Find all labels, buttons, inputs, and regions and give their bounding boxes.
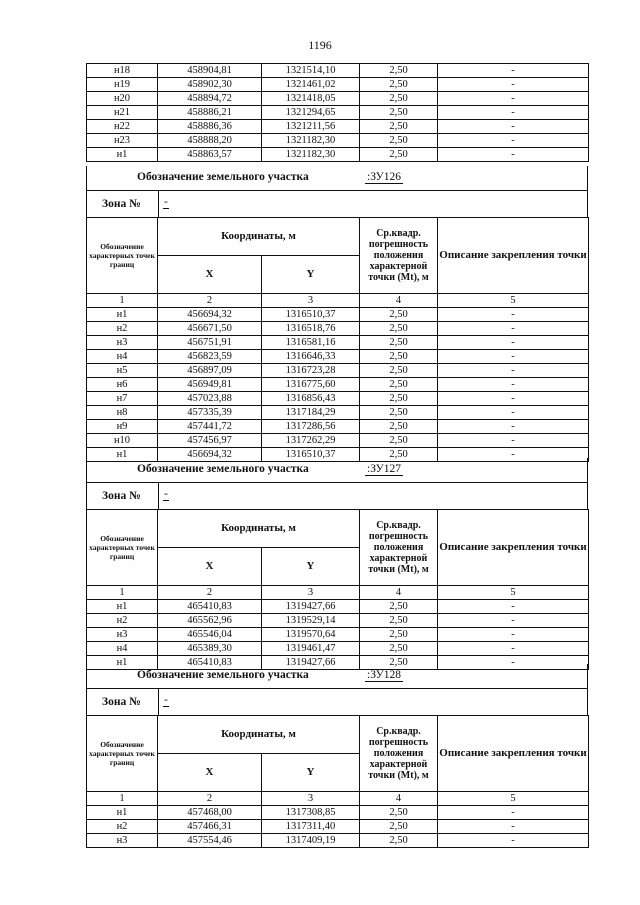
- header-error: Ср.квадр. погрешность положения характерной точки (Mt), м: [360, 510, 438, 586]
- table-cell: н7: [87, 392, 158, 406]
- table-row: [87, 78, 589, 92]
- table-row: [87, 600, 589, 614]
- plot-designation-row: [86, 664, 588, 689]
- table-cell: 457466,31: [158, 820, 262, 834]
- zone-label: Зона №: [102, 490, 141, 502]
- table-cell: 456671,50: [158, 322, 262, 336]
- table-row: [87, 434, 589, 448]
- plot-id: :ЗУ128: [367, 669, 402, 681]
- table-cell: 458904,81: [158, 64, 262, 78]
- header-designation: Обозначение характерных точек границ: [87, 716, 158, 792]
- header-coords: Координаты, м: [158, 510, 360, 548]
- table-row: [87, 308, 589, 322]
- table-cell: 458894,72: [158, 92, 262, 106]
- table-cell: 1319427,66: [262, 600, 360, 614]
- table-cell: 2,50: [360, 628, 438, 642]
- column-numbers-row: [87, 294, 589, 308]
- table-cell: -: [438, 148, 589, 162]
- table-cell: н2: [87, 614, 158, 628]
- table-cell: н21: [87, 106, 158, 120]
- header-y: Y: [262, 256, 360, 294]
- table-cell: н4: [87, 350, 158, 364]
- table-cell: н4: [87, 642, 158, 656]
- table-cell: -: [438, 820, 589, 834]
- table-cell: 1319461,47: [262, 642, 360, 656]
- coords-table: [86, 509, 589, 670]
- table-cell: н2: [87, 322, 158, 336]
- table-cell: 1316856,43: [262, 392, 360, 406]
- plot-designation-row: [86, 166, 588, 191]
- table-cell: 2,50: [360, 420, 438, 434]
- table-cell: -: [438, 834, 589, 848]
- table-row: [87, 120, 589, 134]
- table-cell: н22: [87, 120, 158, 134]
- table-row: [87, 148, 589, 162]
- table-cell: 1316723,28: [262, 364, 360, 378]
- table-cell: н23: [87, 134, 158, 148]
- plot-designation-row: [86, 458, 588, 483]
- table-cell: 457335,39: [158, 406, 262, 420]
- table-cell: -: [438, 336, 589, 350]
- table-cell: 457468,00: [158, 806, 262, 820]
- table-cell: 1319529,14: [262, 614, 360, 628]
- table-cell: 457441,72: [158, 420, 262, 434]
- table-cell: 1316518,76: [262, 322, 360, 336]
- column-number: 4: [360, 792, 438, 806]
- table-cell: -: [438, 350, 589, 364]
- table-cell: 1319570,64: [262, 628, 360, 642]
- table-cell: 465546,04: [158, 628, 262, 642]
- column-number: 5: [438, 586, 589, 600]
- zone-row: [86, 689, 588, 715]
- coords-table: [86, 715, 589, 848]
- coords-table: [86, 63, 589, 162]
- table-cell: 458888,20: [158, 134, 262, 148]
- table-cell: н18: [87, 64, 158, 78]
- table-cell: 1319427,66: [262, 656, 360, 670]
- table-cell: -: [438, 448, 589, 462]
- table-cell: 2,50: [360, 392, 438, 406]
- table-cell: н1: [87, 308, 158, 322]
- table-cell: 456823,59: [158, 350, 262, 364]
- table-cell: 456694,32: [158, 448, 262, 462]
- table-cell: 457456,97: [158, 434, 262, 448]
- table-row: [87, 378, 589, 392]
- table-cell: н1: [87, 448, 158, 462]
- table-cell: 1321182,30: [262, 148, 360, 162]
- table-cell: 1316646,33: [262, 350, 360, 364]
- table-cell: 1317286,56: [262, 420, 360, 434]
- zone-value: -: [164, 488, 168, 500]
- table-cell: 2,50: [360, 78, 438, 92]
- table-row: [87, 628, 589, 642]
- column-number: 1: [87, 586, 158, 600]
- table-cell: -: [438, 600, 589, 614]
- table-cell: 2,50: [360, 106, 438, 120]
- table-row: [87, 642, 589, 656]
- table-cell: 2,50: [360, 336, 438, 350]
- zone-label: Зона №: [102, 198, 141, 210]
- table-cell: -: [438, 656, 589, 670]
- table-cell: 1321514,10: [262, 64, 360, 78]
- column-number: 2: [158, 586, 262, 600]
- coords-table: [86, 217, 589, 462]
- table-cell: 457554,46: [158, 834, 262, 848]
- table-row: [87, 336, 589, 350]
- table-row: [87, 364, 589, 378]
- table-cell: -: [438, 392, 589, 406]
- column-number: 5: [438, 792, 589, 806]
- header-x: X: [158, 754, 262, 792]
- table-cell: -: [438, 364, 589, 378]
- zone-value: -: [164, 196, 168, 208]
- table-cell: н19: [87, 78, 158, 92]
- table-row: [87, 92, 589, 106]
- table-cell: 2,50: [360, 308, 438, 322]
- table-cell: -: [438, 106, 589, 120]
- table-cell: 1317311,40: [262, 820, 360, 834]
- header-y: Y: [262, 548, 360, 586]
- table-cell: 1316510,37: [262, 308, 360, 322]
- table-cell: 2,50: [360, 834, 438, 848]
- page-number: 1196: [308, 38, 332, 52]
- plot-section: [86, 166, 588, 462]
- table-row: [87, 350, 589, 364]
- table-cell: н2: [87, 820, 158, 834]
- table-cell: 2,50: [360, 148, 438, 162]
- column-number: 4: [360, 586, 438, 600]
- table-cell: -: [438, 642, 589, 656]
- table-cell: 1321294,65: [262, 106, 360, 120]
- plot-section: [86, 458, 588, 670]
- table-cell: 2,50: [360, 820, 438, 834]
- table-row: [87, 614, 589, 628]
- table-cell: -: [438, 420, 589, 434]
- table-cell: 2,50: [360, 600, 438, 614]
- table-row: [87, 64, 589, 78]
- header-error: Ср.квадр. погрешность положения характерной точки (Mt), м: [360, 716, 438, 792]
- table-cell: 456897,09: [158, 364, 262, 378]
- table-cell: 1317409,19: [262, 834, 360, 848]
- table-cell: н5: [87, 364, 158, 378]
- table-cell: -: [438, 120, 589, 134]
- header-coords: Координаты, м: [158, 218, 360, 256]
- table-cell: 2,50: [360, 614, 438, 628]
- table-cell: 2,50: [360, 448, 438, 462]
- table-cell: 2,50: [360, 656, 438, 670]
- zone-value: -: [164, 694, 168, 706]
- table-cell: н8: [87, 406, 158, 420]
- table-cell: 465562,96: [158, 614, 262, 628]
- table-cell: н10: [87, 434, 158, 448]
- table-row: [87, 420, 589, 434]
- plot-label: Обозначение земельного участка: [137, 669, 309, 681]
- table-cell: 1321461,02: [262, 78, 360, 92]
- table-cell: н1: [87, 600, 158, 614]
- table-cell: 2,50: [360, 364, 438, 378]
- table-row: [87, 392, 589, 406]
- table-cell: 456751,91: [158, 336, 262, 350]
- table-cell: 2,50: [360, 642, 438, 656]
- table-cell: 1316510,37: [262, 448, 360, 462]
- table-cell: -: [438, 78, 589, 92]
- table-row: [87, 820, 589, 834]
- table-cell: -: [438, 308, 589, 322]
- column-number: 3: [262, 586, 360, 600]
- plot-id: :ЗУ127: [367, 463, 402, 475]
- table-row: [87, 806, 589, 820]
- table-row: [87, 406, 589, 420]
- column-number: 2: [158, 294, 262, 308]
- table-cell: 1317262,29: [262, 434, 360, 448]
- table-cell: н1: [87, 656, 158, 670]
- column-number: 3: [262, 792, 360, 806]
- table-row: [87, 106, 589, 120]
- table-cell: 1321211,56: [262, 120, 360, 134]
- table-cell: 465410,83: [158, 600, 262, 614]
- table-cell: -: [438, 92, 589, 106]
- table-cell: -: [438, 134, 589, 148]
- header-description: Описание закрепления точки: [438, 218, 589, 294]
- plot-label: Обозначение земельного участка: [137, 171, 309, 183]
- table-cell: -: [438, 614, 589, 628]
- table-cell: н1: [87, 806, 158, 820]
- table-cell: 1316775,60: [262, 378, 360, 392]
- table-cell: 1321418,05: [262, 92, 360, 106]
- table-cell: -: [438, 806, 589, 820]
- column-number: 2: [158, 792, 262, 806]
- table-cell: 2,50: [360, 120, 438, 134]
- table-cell: 1316581,16: [262, 336, 360, 350]
- zone-row: [86, 483, 588, 509]
- column-number: 3: [262, 294, 360, 308]
- header-x: X: [158, 256, 262, 294]
- table-cell: 2,50: [360, 64, 438, 78]
- zone-label: Зона №: [102, 696, 141, 708]
- table-cell: 2,50: [360, 92, 438, 106]
- column-number: 4: [360, 294, 438, 308]
- header-designation: Обозначение характерных точек границ: [87, 510, 158, 586]
- column-number: 1: [87, 294, 158, 308]
- table-cell: 456694,32: [158, 308, 262, 322]
- table-row: [87, 134, 589, 148]
- table-cell: 458902,30: [158, 78, 262, 92]
- header-coords: Координаты, м: [158, 716, 360, 754]
- table-cell: н9: [87, 420, 158, 434]
- table-cell: -: [438, 434, 589, 448]
- column-numbers-row: [87, 586, 589, 600]
- table-cell: н3: [87, 336, 158, 350]
- table-cell: н3: [87, 628, 158, 642]
- table-cell: 1321182,30: [262, 134, 360, 148]
- table-cell: 465389,30: [158, 642, 262, 656]
- table-cell: 2,50: [360, 434, 438, 448]
- table-cell: н20: [87, 92, 158, 106]
- table-cell: -: [438, 378, 589, 392]
- table-cell: н6: [87, 378, 158, 392]
- header-description: Описание закрепления точки: [438, 510, 589, 586]
- table-cell: 458886,21: [158, 106, 262, 120]
- table-cell: -: [438, 64, 589, 78]
- table-cell: -: [438, 406, 589, 420]
- header-y: Y: [262, 754, 360, 792]
- top-table-block: [86, 63, 588, 162]
- table-cell: н3: [87, 834, 158, 848]
- table-row: [87, 322, 589, 336]
- table-cell: 2,50: [360, 134, 438, 148]
- plot-label: Обозначение земельного участка: [137, 463, 309, 475]
- header-error: Ср.квадр. погрешность положения характерной точки (Mt), м: [360, 218, 438, 294]
- table-cell: 2,50: [360, 322, 438, 336]
- table-cell: 2,50: [360, 806, 438, 820]
- table-cell: -: [438, 322, 589, 336]
- table-cell: 2,50: [360, 350, 438, 364]
- table-cell: 456949,81: [158, 378, 262, 392]
- table-cell: 2,50: [360, 406, 438, 420]
- table-cell: -: [438, 628, 589, 642]
- plot-id: :ЗУ126: [367, 171, 402, 183]
- table-cell: 458863,57: [158, 148, 262, 162]
- header-description: Описание закрепления точки: [438, 716, 589, 792]
- table-cell: 458886,36: [158, 120, 262, 134]
- plot-section: [86, 664, 588, 848]
- column-number: 1: [87, 792, 158, 806]
- header-designation: Обозначение характерных точек границ: [87, 218, 158, 294]
- header-x: X: [158, 548, 262, 586]
- column-numbers-row: [87, 792, 589, 806]
- table-cell: 2,50: [360, 378, 438, 392]
- table-cell: н1: [87, 148, 158, 162]
- table-cell: 1317308,85: [262, 806, 360, 820]
- table-cell: 465410,83: [158, 656, 262, 670]
- column-number: 5: [438, 294, 589, 308]
- table-row: [87, 834, 589, 848]
- zone-row: [86, 191, 588, 217]
- table-cell: 457023,88: [158, 392, 262, 406]
- table-cell: 1317184,29: [262, 406, 360, 420]
